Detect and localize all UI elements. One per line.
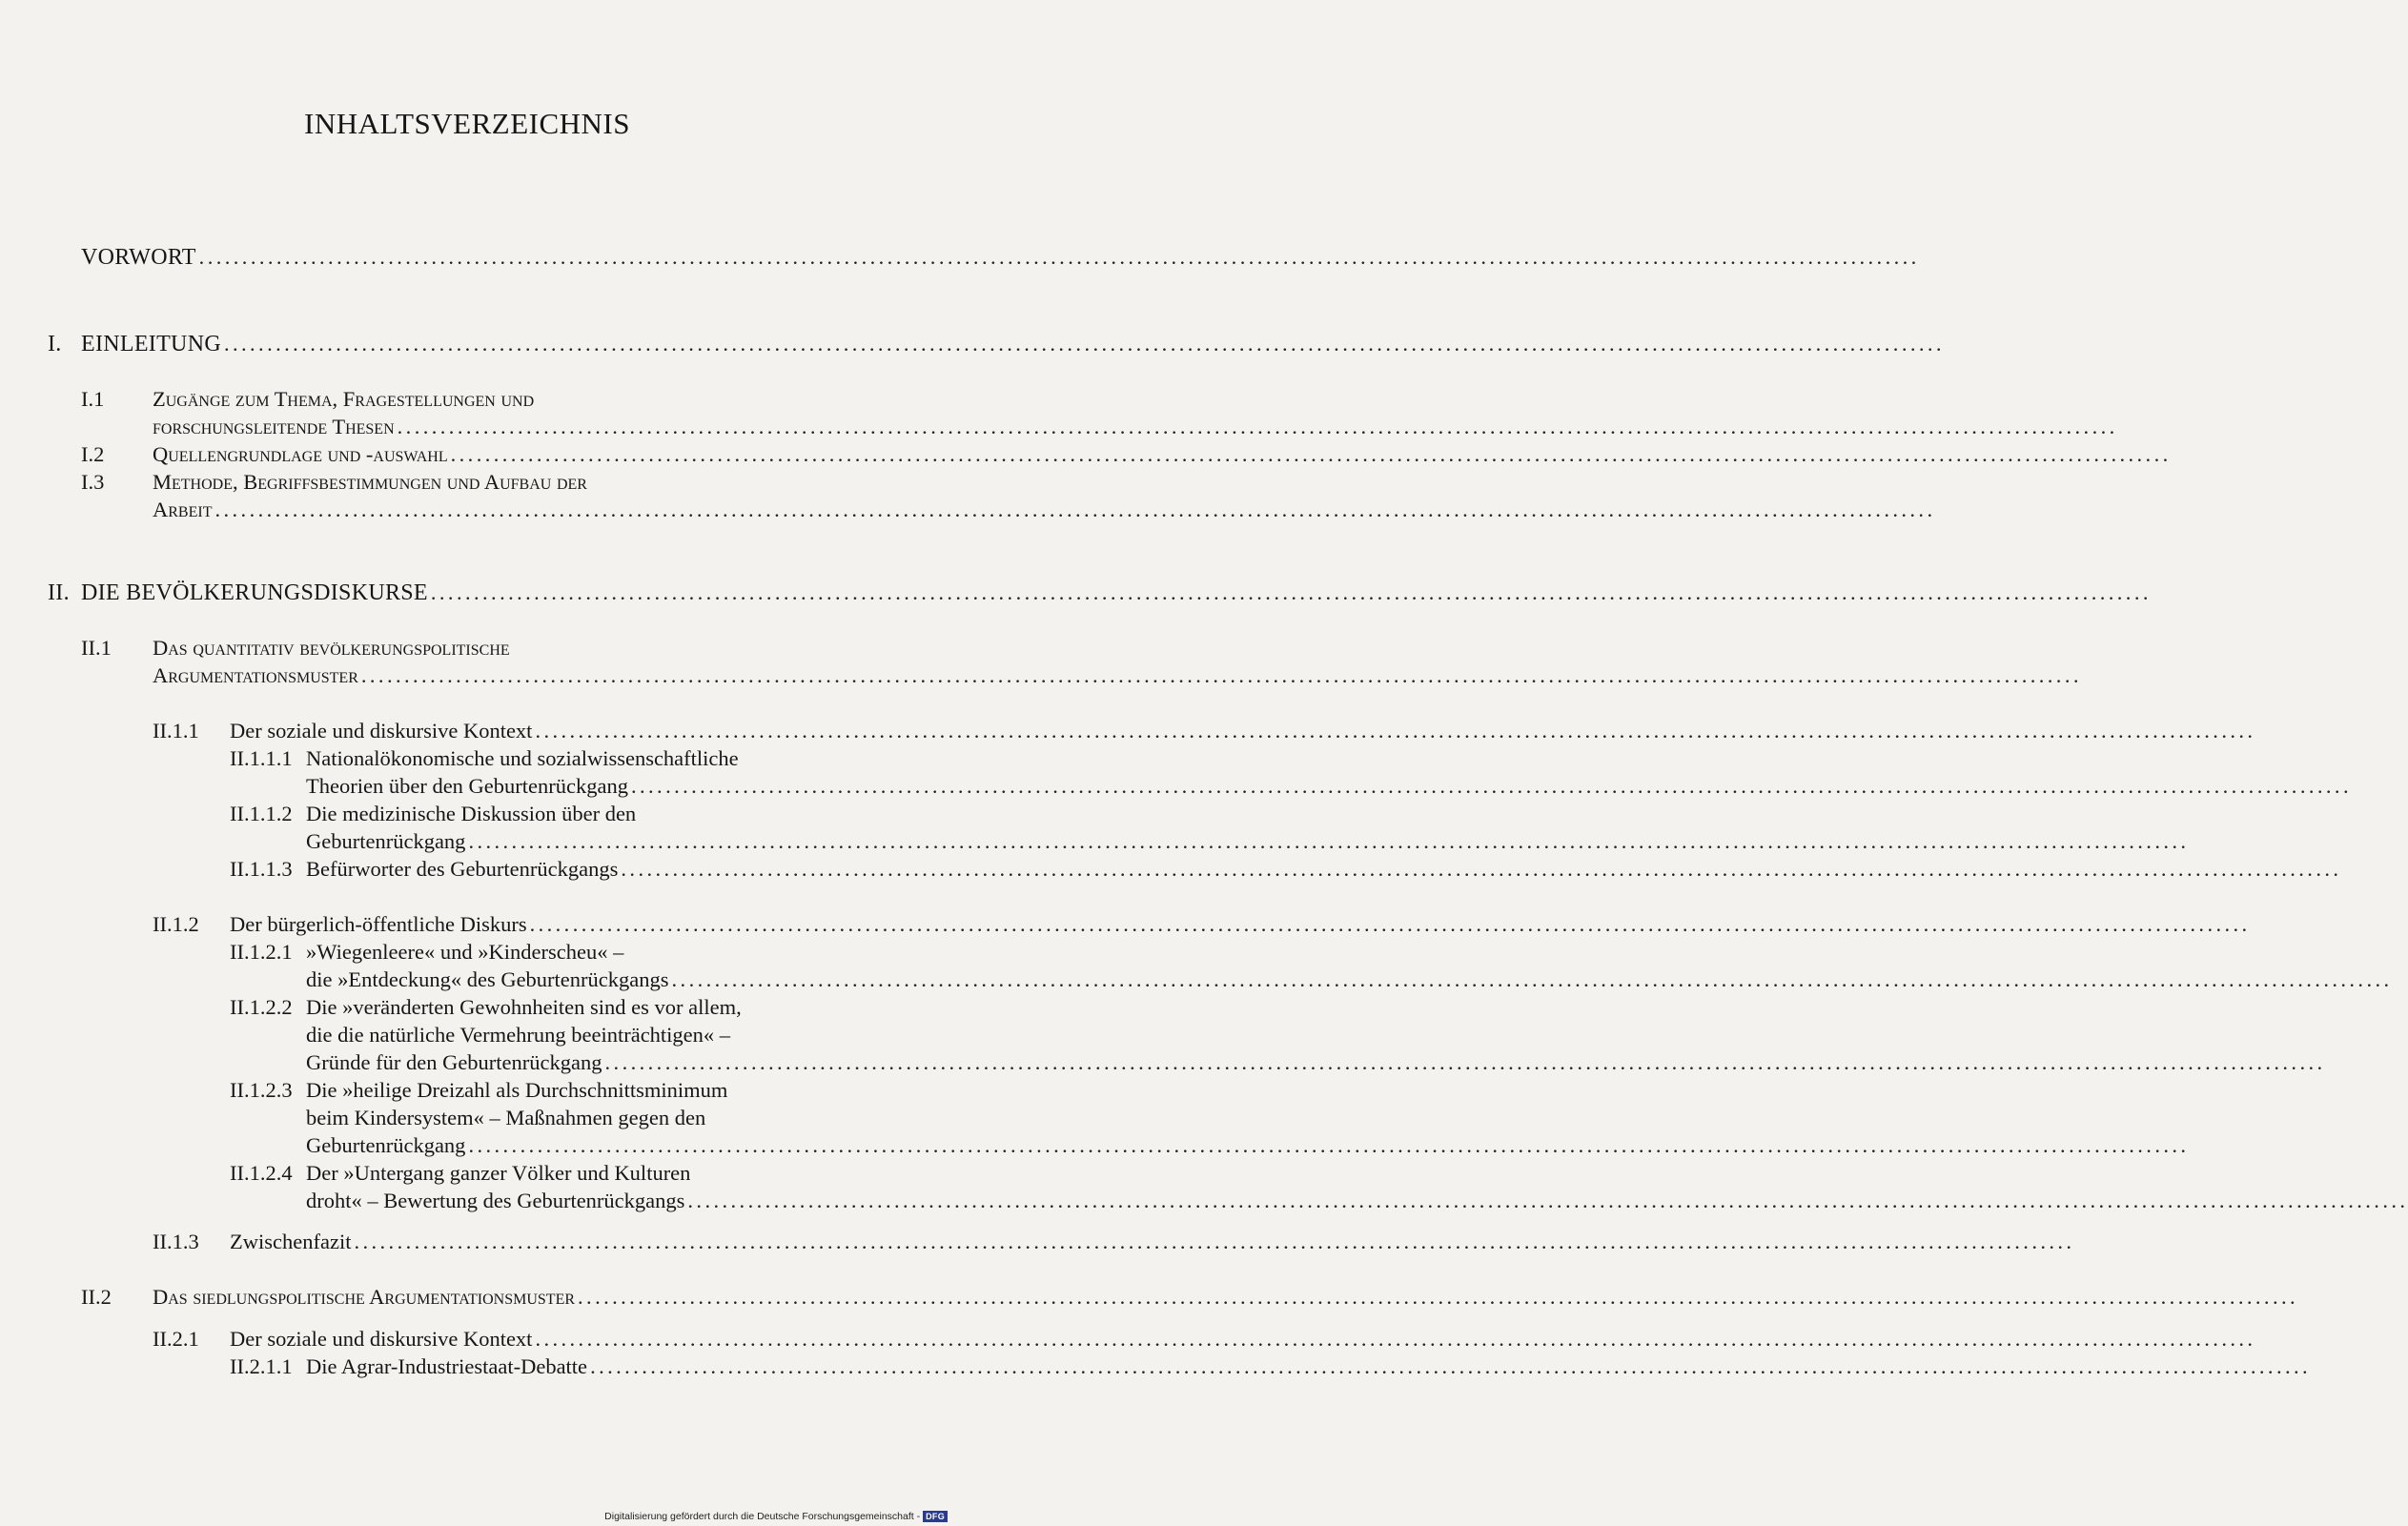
toc-entry-title-line: die »Entdeckung« des Geburtenrückgangs	[306, 967, 669, 991]
digitization-footer	[604, 1511, 948, 1522]
dot-leader: ........................................................................................................................................................................................................	[529, 912, 2251, 936]
dot-leader: ........................................................................................................................................................................................................	[430, 580, 2152, 604]
dot-leader: ........................................................................................................................................................................................................	[223, 332, 1945, 356]
toc-entry-title-line: »Wiegenleere« und »Kinderscheu« –	[306, 940, 624, 964]
toc-entry-number: II.1	[81, 636, 112, 660]
footer-text: Digitalisierung gefördert durch die Deutsche Forschungsgemeinschaft -	[604, 1511, 921, 1522]
toc-entry-title-line: VORWORT	[81, 245, 196, 270]
toc-entry-number: II.1.2.2	[230, 995, 293, 1019]
toc-entry-title-line: DIE BEVÖLKERUNGSDISKURSE	[81, 580, 428, 605]
toc-entry-title-line: Geburtenrückgang	[306, 829, 466, 853]
toc-entry-number: I.1	[81, 387, 105, 411]
dot-leader: ........................................................................................................................................................................................................	[198, 245, 1920, 269]
dot-leader: ........................................................................................................................................................................................................	[450, 442, 2172, 466]
dot-leader: ........................................................................................................................................................................................................	[671, 967, 2393, 991]
toc-entry-title-line: Gründe für den Geburtenrückgang	[306, 1050, 602, 1074]
dot-leader: ........................................................................................................................................................................................................	[468, 829, 2190, 853]
toc-entry-title-line: Das quantitativ bevölkerungspolitische	[153, 636, 510, 660]
toc-entry-number: II.	[48, 580, 70, 605]
toc-entry-title-line: Der bürgerlich-öffentliche Diskurs	[230, 912, 527, 936]
toc-entry-number: II.2	[81, 1285, 112, 1309]
toc-entry-number: I.2	[81, 442, 105, 466]
toc-entry-title-line: Der soziale und diskursive Kontext	[230, 1327, 533, 1351]
dot-leader: ........................................................................................................................................................................................................	[590, 1354, 2312, 1378]
toc-entry-title-line: Argumentationsmuster	[153, 663, 358, 687]
toc-entry-title-line: Quellengrundlage und -auswahl	[153, 442, 448, 466]
dot-leader: ........................................................................................................................................................................................................	[578, 1285, 2299, 1309]
dot-leader: ........................................................................................................................................................................................................	[604, 1050, 2326, 1074]
toc-entry-title-line: Arbeit	[153, 498, 213, 521]
dot-leader: ........................................................................................................................................................................................................	[354, 1230, 2075, 1253]
toc-entry-number: II.1.2.1	[230, 940, 293, 964]
toc-entry-title-line: Der soziale und diskursive Kontext	[230, 719, 533, 743]
toc-entry-title-line: Methode, Begriffsbestimmungen und Aufbau der	[153, 470, 587, 494]
toc-entry-title-line: Die »veränderten Gewohnheiten sind es vor allem,	[306, 995, 742, 1019]
dot-leader: ........................................................................................................................................................................................................	[630, 774, 2352, 798]
toc-entry-number: I.	[48, 332, 62, 356]
dot-leader: ........................................................................................................................................................................................................	[360, 663, 2082, 687]
toc-entry-title-line: Theorien über den Geburtenrückgang	[306, 774, 628, 798]
toc-entry-number: I.3	[81, 470, 105, 494]
toc-entry-title-line: EINLEITUNG	[81, 332, 221, 356]
dot-leader: ........................................................................................................................................................................................................	[621, 857, 2342, 881]
toc-entry-number: II.1.1	[153, 719, 199, 743]
toc-entry-number: II.1.2	[153, 912, 199, 936]
toc-entry-number: II.2.1.1	[230, 1354, 293, 1378]
dot-leader: ........................................................................................................................................................................................................	[535, 1327, 2256, 1351]
toc-entry-title-line: Befürworter des Geburtenrückgangs	[306, 857, 619, 881]
toc-entry-number: II.1.1.3	[230, 857, 293, 881]
toc-entry-title-line: Zugänge zum Thema, Fragestellungen und	[153, 387, 535, 411]
dot-leader: ........................................................................................................................................................................................................	[468, 1133, 2190, 1157]
toc-entry-number: II.1.3	[153, 1230, 199, 1253]
toc-entry-number: II.1.1.1	[230, 746, 293, 770]
toc-entry-title-line: Die »heilige Dreizahl als Durchschnittsminimum	[306, 1078, 728, 1102]
toc-entry-title-line: die die natürliche Vermehrung beeinträchtigen« –	[306, 1023, 731, 1047]
toc-entry-title-line: Der »Untergang ganzer Völker und Kulturen	[306, 1161, 691, 1185]
dot-leader: ........................................................................................................................................................................................................	[397, 415, 2118, 438]
toc-entry-title-line: forschungsleitende Thesen	[153, 415, 395, 438]
dfg-logo: DFG	[923, 1511, 948, 1522]
toc-entry-title-line: Das siedlungspolitische Argumentationsmuster	[153, 1285, 576, 1309]
page-title: INHALTSVERZEICHNIS	[304, 107, 630, 140]
toc-entry-title-line: Nationalökonomische und sozialwissenschaftliche	[306, 746, 739, 770]
toc-entry-number: II.1.1.2	[230, 802, 293, 825]
dot-leader: ........................................................................................................................................................................................................	[214, 498, 1936, 521]
dot-leader: ........................................................................................................................................................................................................	[687, 1189, 2408, 1212]
toc-entry-number: II.1.2.3	[230, 1078, 293, 1102]
dot-leader: ........................................................................................................................................................................................................	[535, 719, 2256, 743]
toc-entry-title-line: droht« – Bewertung des Geburtenrückgangs	[306, 1189, 685, 1212]
toc-entry-title-line: Die medizinische Diskussion über den	[306, 802, 637, 825]
toc-entry-title-line: Geburtenrückgang	[306, 1133, 466, 1157]
toc-entry-title-line: Zwischenfazit	[230, 1230, 352, 1253]
toc-entry-number: II.1.2.4	[230, 1161, 293, 1185]
toc-entry-title-line: Die Agrar-Industriestaat-Debatte	[306, 1354, 588, 1378]
toc-entry-title-line: beim Kindersystem« – Maßnahmen gegen den	[306, 1106, 706, 1129]
toc-entry-number: II.2.1	[153, 1327, 199, 1351]
